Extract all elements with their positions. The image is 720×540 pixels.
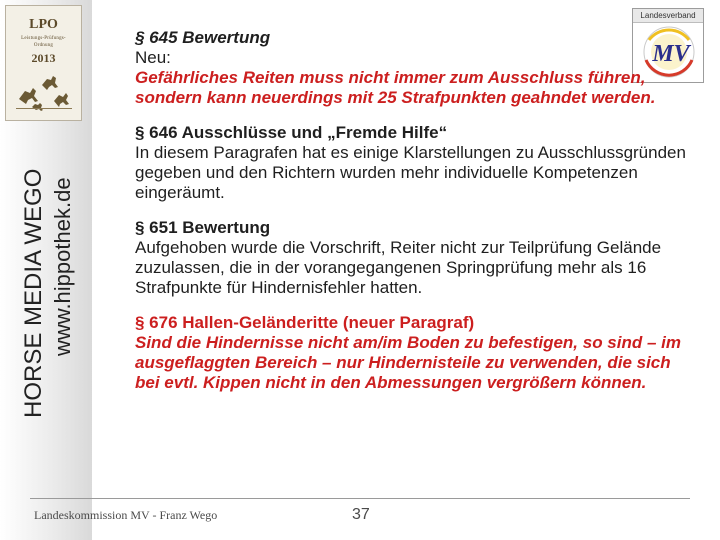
hippothek-url-label: www.hippothek.de	[50, 177, 75, 356]
page-number: 37	[352, 506, 370, 523]
horse-media-wego-label: HORSE MEDIA WEGO	[20, 168, 47, 418]
section-heading: § 645 Bewertung	[135, 28, 271, 47]
section-heading: § 651 Bewertung	[135, 218, 271, 237]
cover-year: 2013	[31, 51, 56, 65]
section-heading: § 646 Ausschlüsse und „Fremde Hilfe“	[135, 123, 448, 142]
section-651	[135, 218, 691, 298]
cover-subtitle-line: Leistungs-Prüfungs-	[21, 36, 66, 41]
section-body: In diesem Paragrafen hat es einige Klarstellungen zu Ausschlussgründen gegeben und den Richtern wurden mehr individuelle Kompetenzen eingeräumt.	[135, 143, 686, 202]
cover-subtitle	[6, 35, 81, 49]
section-body: Aufgehoben wurde die Vorschrift, Reiter nicht zur Teilprüfung Gelände zuzulassen, die in der vorangegangenen Springprüfung mehr als 16 Strafpunkte für Hindernisfehler hatten.	[135, 238, 662, 297]
cover-title: LPO	[29, 17, 58, 32]
slide-content	[135, 28, 691, 408]
sidebar	[0, 0, 92, 540]
section-lead: Neu:	[135, 48, 171, 67]
logo-letters: MV	[652, 41, 690, 67]
section-645	[135, 28, 691, 108]
section-body: Gefährliches Reiten muss nicht immer zum Ausschluss führen, sondern kann neuerdings mit 25 Strafpunkten geahndet werden.	[135, 68, 656, 107]
section-body: Sind die Hindernisse nicht am/im Boden zu befestigen, so sind – im ausgeflaggten Bereich – nur Hindernisteile zu verwenden, die sich bei evtl. Kippen nicht in den Abmessungen vergrößern können.	[135, 333, 681, 392]
section-676	[135, 313, 691, 393]
footer-divider	[30, 498, 690, 499]
footer-author: Landeskommission MV - Franz Wego	[34, 508, 218, 522]
lpo-book-cover	[5, 5, 82, 121]
cover-subtitle-line: Ordnung	[33, 43, 54, 48]
logo-header: Landesverband	[633, 9, 703, 23]
section-heading: § 676 Hallen-Geländeritte (neuer Paragraf)	[135, 313, 475, 332]
horse-illustration-icon	[14, 69, 74, 111]
section-646	[135, 123, 691, 203]
